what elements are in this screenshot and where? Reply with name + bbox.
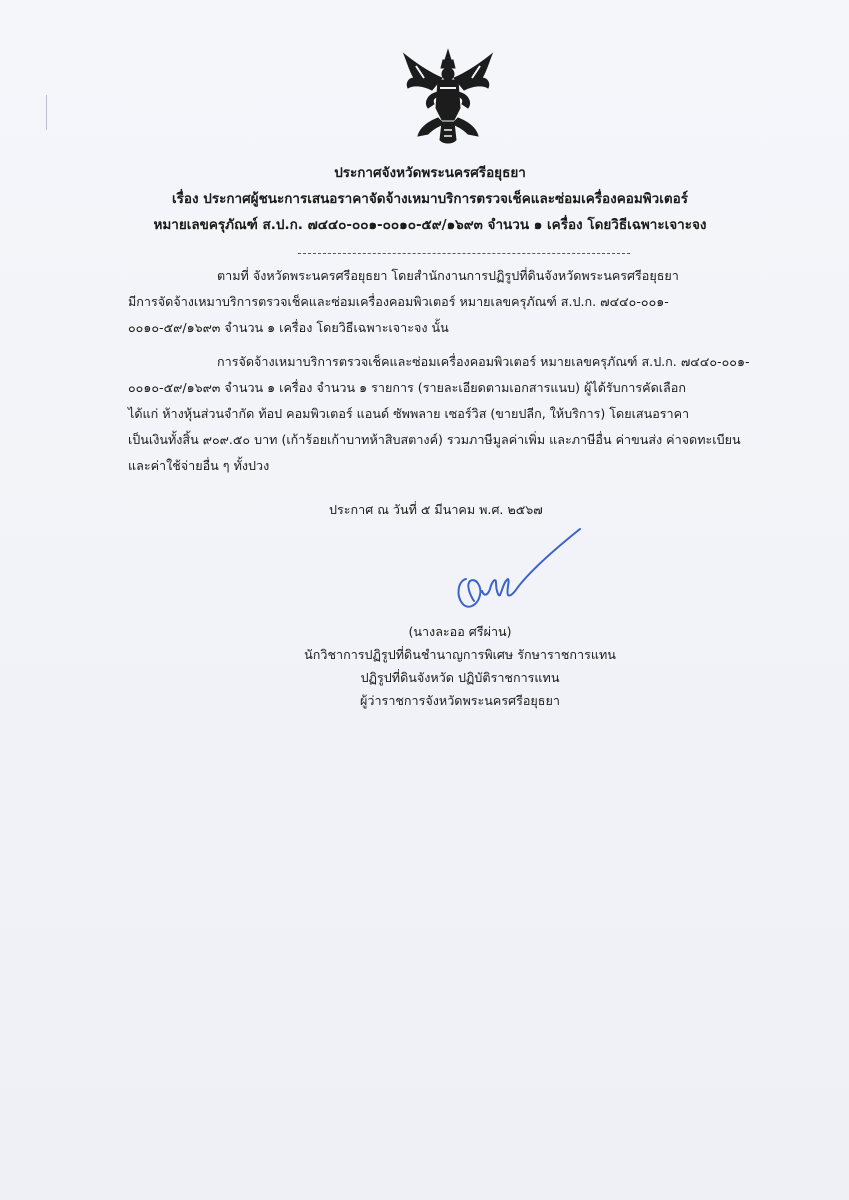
paragraph-2-line-3: ได้แก่ ห้างหุ้นส่วนจำกัด ท้อป คอมพิวเตอร์ แอนด์ ซัพพลาย เซอร์วิส (ขายปลีก, ให้บริการ) โดยเสนอราคา (128, 406, 690, 421)
title-line-1: ประกาศจังหวัดพระนครศรีอยุธยา (334, 165, 526, 181)
title-line-2: เรื่อง ประกาศผู้ชนะการเสนอราคาจัดจ้างเหมาบริการตรวจเช็คและซ่อมเครื่องคอมพิวเตอร์ (172, 191, 688, 207)
paragraph-1-line-3: ๐๐๑๐-๕๙/๑๖๙๓ จำนวน ๑ เครื่อง โดยวิธีเฉพาะเจาะจง นั้น (128, 320, 449, 335)
scan-edge-mark (46, 95, 47, 130)
signer-name: (นางละออ ศรีผ่าน) (408, 624, 512, 639)
paragraph-2-line-4: เป็นเงินทั้งสิ้น ๙๐๙.๕๐ บาท (เก้าร้อยเก้าบาทห้าสิบสตางค์) รวมภาษีมูลค่าเพิ่ม และภาษีอื่น ค่าขนส่ง ค่าจดทะเบียน (128, 432, 741, 447)
signer-position-3: ผู้ว่าราชการจังหวัดพระนครศรีอยุธยา (360, 693, 560, 708)
paragraph-1-line-2: มีการจัดจ้างเหมาบริการตรวจเช็คและซ่อมเครื่องคอมพิวเตอร์ หมายเลขครุภัณฑ์ ส.ป.ก. ๗๔๔๐-๐๐๑- (128, 294, 669, 309)
paragraph-2 (128, 349, 778, 479)
paragraph-2-line-1: การจัดจ้างเหมาบริการตรวจเช็คและซ่อมเครื่องคอมพิวเตอร์ หมายเลขครุภัณฑ์ ส.ป.ก. ๗๔๔๐-๐๐๑- (217, 354, 750, 369)
announcement-title (60, 160, 800, 238)
paragraph-1 (128, 263, 778, 341)
announcement-date: ประกาศ ณ วันที่ ๕ มีนาคม พ.ศ. ๒๕๖๗ (329, 502, 543, 517)
dashed-divider (298, 253, 630, 254)
signer-position-2: ปฏิรูปที่ดินจังหวัด ปฏิบัติราชการแทน (360, 670, 560, 685)
paragraph-1-line-1: ตามที่ จังหวัดพระนครศรีอยุธยา โดยสำนักงานการปฏิรูปที่ดินจังหวัดพระนครศรีอยุธยา (217, 268, 679, 283)
garuda-emblem-icon (398, 48, 498, 148)
paragraph-2-line-2: ๐๐๑๐-๕๙/๑๖๙๓ จำนวน ๑ เครื่อง จำนวน ๑ รายการ (รายละเอียดตามเอกสารแนบ) ผู้ได้รับการคัดเลือก (128, 380, 686, 395)
signer-position-1: นักวิชาการปฏิรูปที่ดินชำนาญการพิเศษ รักษาราชการแทน (304, 647, 616, 662)
paragraph-2-line-5: และค่าใช้จ่ายอื่น ๆ ทั้งปวง (128, 458, 270, 473)
handwritten-signature (452, 525, 587, 625)
title-line-3: หมายเลขครุภัณฑ์ ส.ป.ก. ๗๔๔๐-๐๐๑-๐๐๑๐-๕๙/๑๖๙๓ จำนวน ๑ เครื่อง โดยวิธีเฉพาะเจาะจง (153, 217, 707, 233)
signer-block (250, 620, 670, 712)
